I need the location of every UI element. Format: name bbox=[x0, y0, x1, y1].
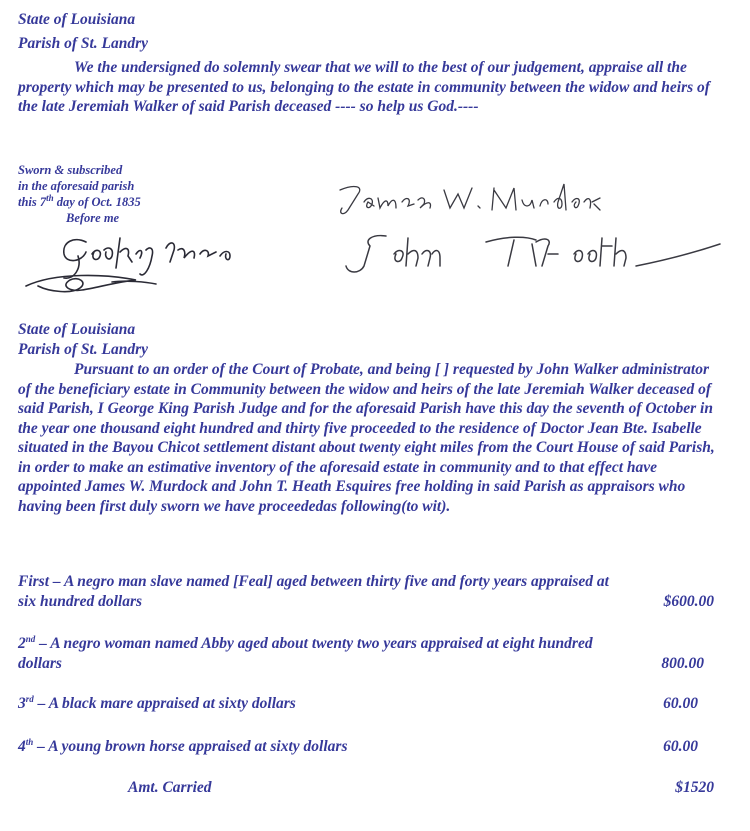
jurat-line-4: Before me bbox=[66, 211, 120, 225]
total-amount: $1520 bbox=[675, 779, 714, 796]
item-3-amount: 60.00 bbox=[663, 695, 698, 712]
heath-signature bbox=[336, 232, 726, 280]
jurat-line-1: Sworn & subscribed bbox=[18, 163, 123, 177]
oath-state-heading: State of Louisiana bbox=[18, 11, 136, 28]
jurat-line-2: in the aforesaid parish bbox=[18, 179, 135, 193]
item-1-line-1: First – A negro man slave named [Feal] aged between thirty five and forty years appraised at bbox=[18, 573, 609, 590]
item-4-amount: 60.00 bbox=[663, 738, 698, 755]
inventory-state-heading: State of Louisiana bbox=[18, 321, 136, 338]
jurat-line-3: this 7th day of Oct. 1835 bbox=[18, 192, 141, 209]
inventory-text: Pursuant to an order of the Court of Probate, and being [ ] requested by John Walker administrator of the beneficiary estate in Community between the widow and heirs of the late Jeremiah Walker deceased of said Parish, I George King Parish Judge and for the aforesaid Parish have this day the seventh of October in the year one thousand eight hundred and thirty five proceeded to the residence of Doctor Jean Bte. Isabelle situated in the Bayou Chicot settlement distant about twenty eight miles from the Court House of said Parish, in order to make an estimative inventory of the aforesaid estate in community and to that effect have appointed James W. Murdock and John T. Heath Esquires free holding in said Parish as appraisors who having been first duly sworn we have proceededas following(to wit). bbox=[18, 361, 715, 515]
item-1-line-2: six hundred dollars bbox=[18, 593, 143, 610]
item-1-amount: $600.00 bbox=[663, 593, 714, 610]
oath-text: We the undersigned do solemnly swear that we will to the best of our judgement, appraise all the property which may be presented to us, belonging to the estate in community between the widow and heirs of the late Jeremiah Walker of said Parish deceased ---- so help us God.---- bbox=[18, 59, 710, 115]
item-2-amount: 800.00 bbox=[661, 655, 704, 672]
judge-signature bbox=[16, 228, 256, 300]
total-label: Amt. Carried bbox=[128, 779, 212, 796]
murdock-signature bbox=[334, 180, 604, 222]
item-3-line-1: 3rd – A black mare appraised at sixty dollars bbox=[18, 693, 296, 712]
inventory-parish-heading: Parish of St. Landry bbox=[18, 341, 149, 358]
item-2-line-2: dollars bbox=[18, 655, 62, 672]
item-2-line-1: 2nd – A negro woman named Abby aged about twenty two years appraised at eight hundred bbox=[18, 633, 593, 652]
item-4-line-1: 4th – A young brown horse appraised at sixty dollars bbox=[18, 736, 348, 755]
oath-parish-heading: Parish of St. Landry bbox=[18, 35, 149, 52]
